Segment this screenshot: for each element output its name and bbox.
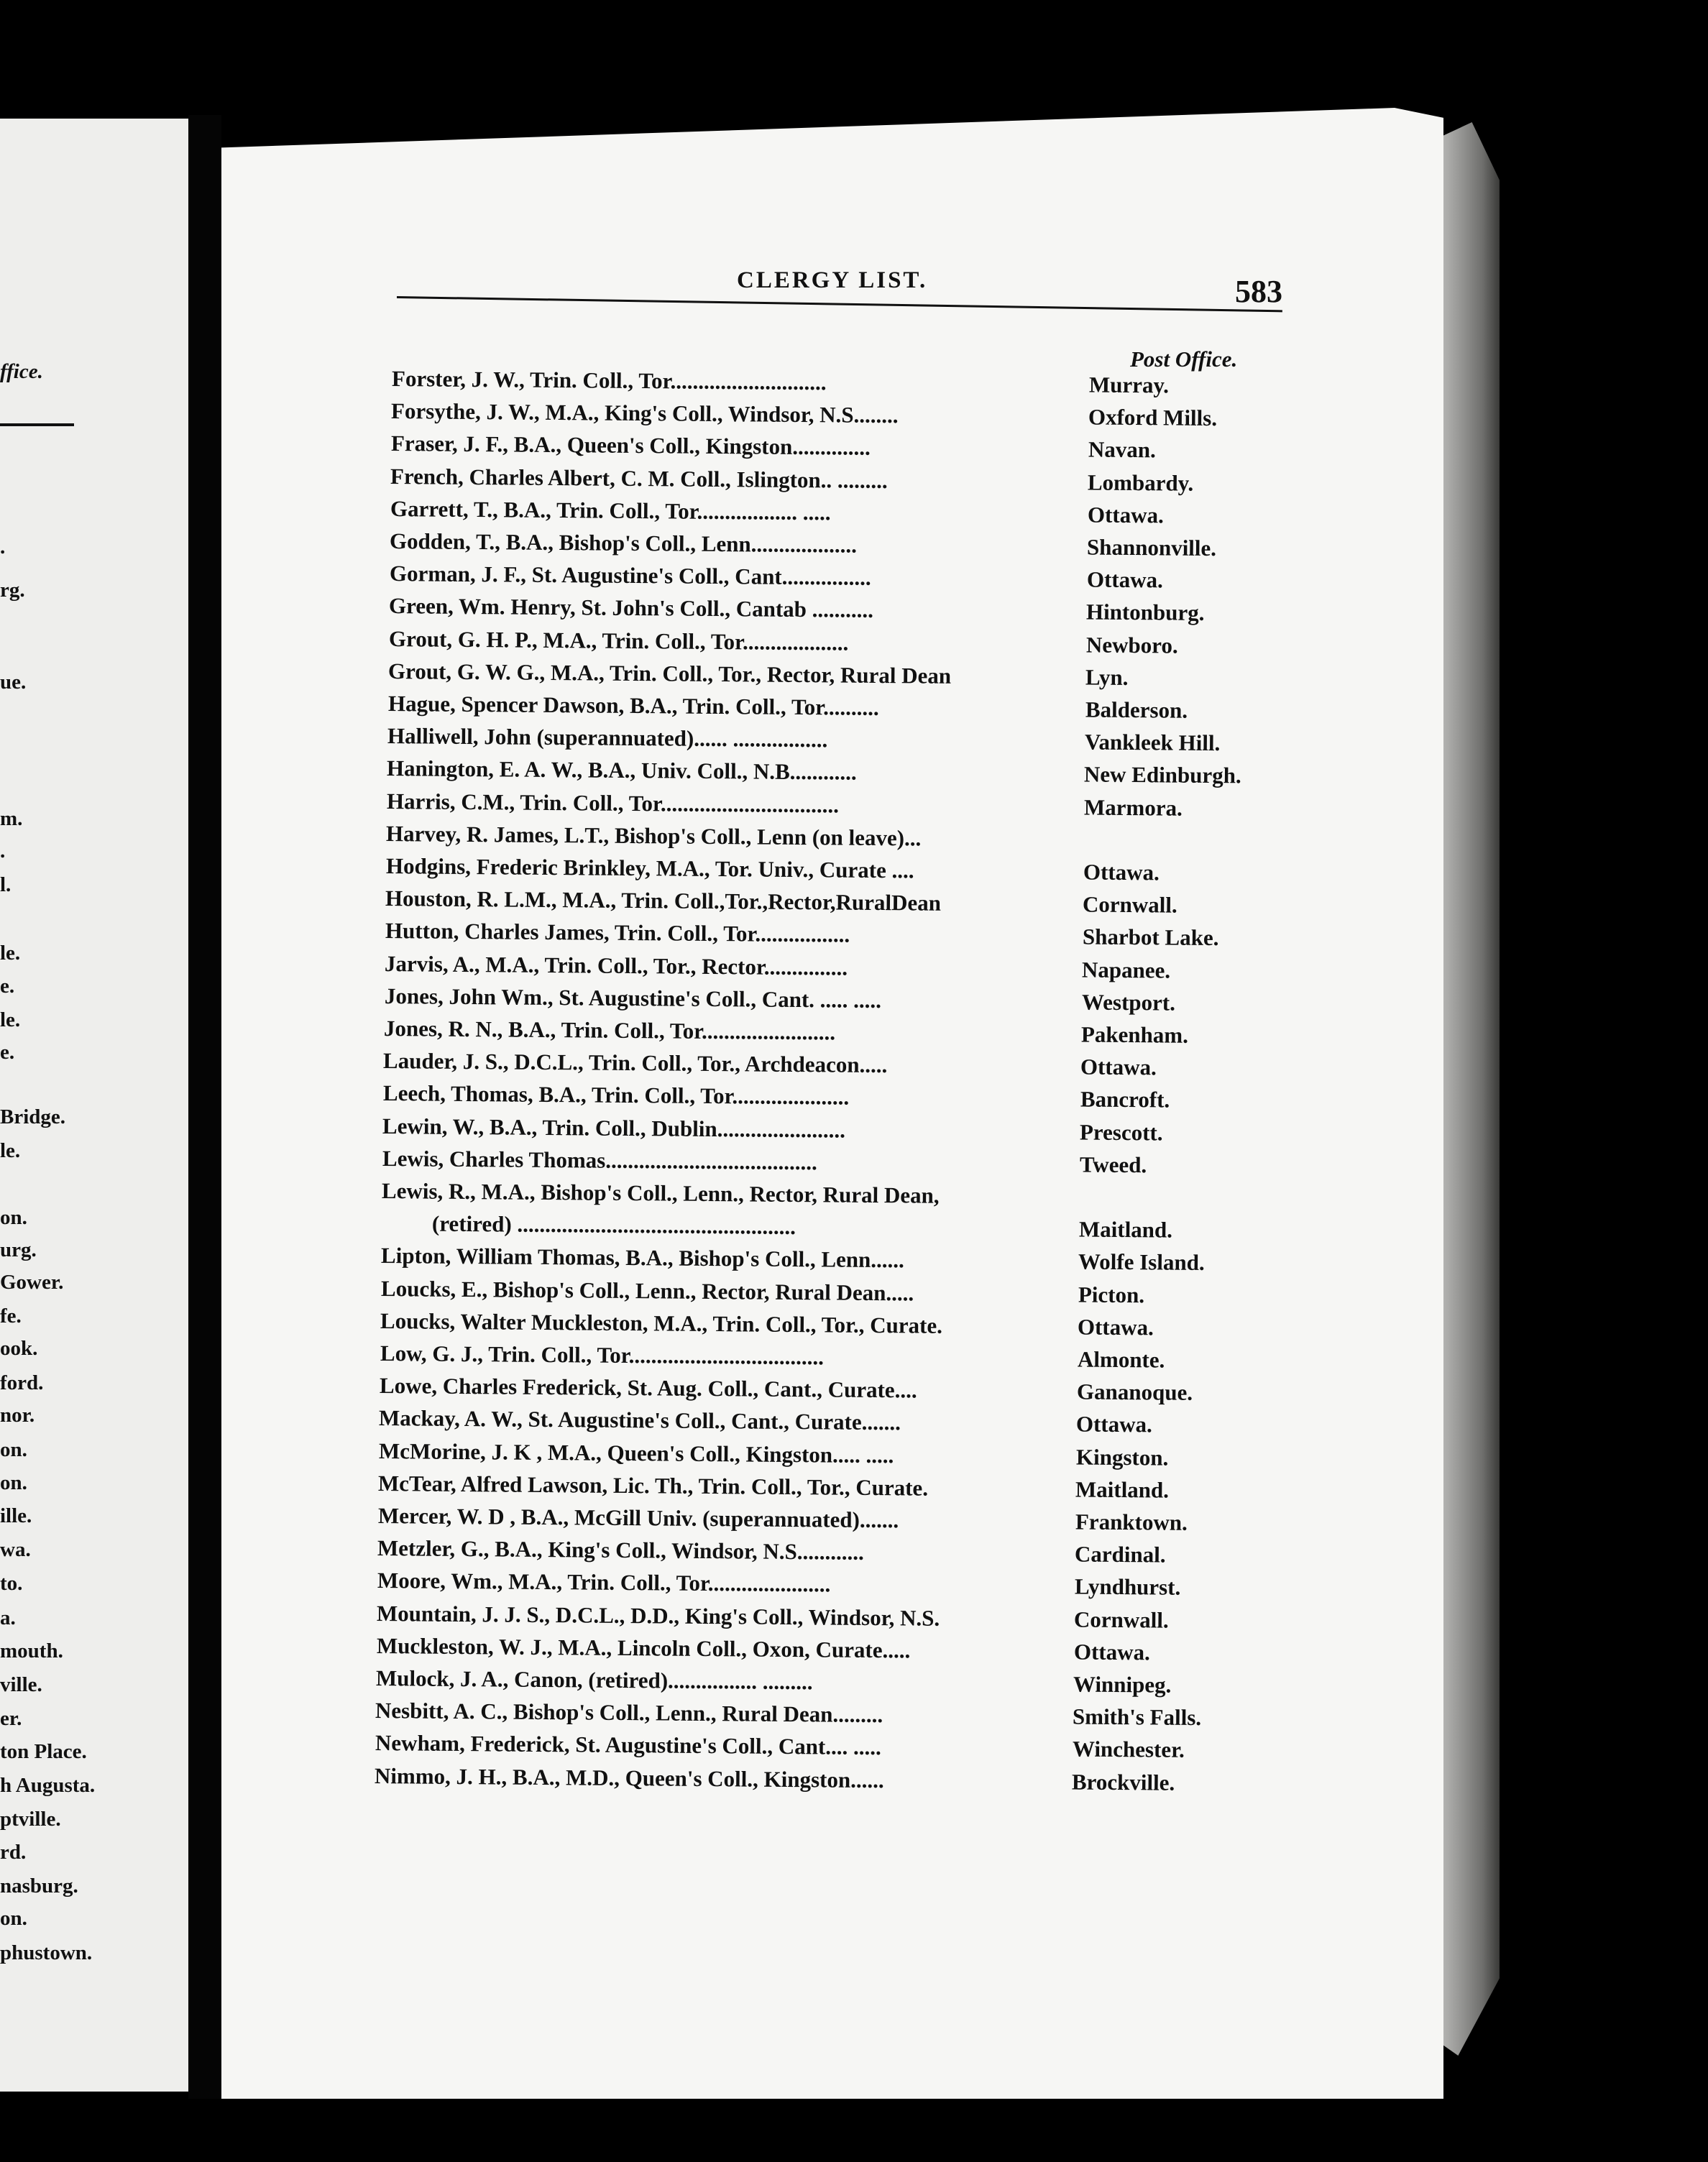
clergy-entry — [385, 949, 1269, 986]
previous-page-office-item: rg. — [0, 579, 25, 602]
previous-page-office-item: . — [0, 840, 6, 862]
clergy-name: Jones, John Wm., St. Augustine's Coll., Cant. ..... ..... — [384, 983, 881, 1013]
clergy-entry — [377, 1566, 1261, 1603]
previous-page-office-item: ton Place. — [0, 1740, 87, 1763]
clergy-name: Grout, G. H. P., M.A., Trin. Coll., Tor................... — [388, 625, 849, 656]
clergy-name: Harvey, R. James, L.T., Bishop's Coll., Lenn (on leave)... — [386, 820, 922, 851]
previous-page-office-item: nor. — [0, 1404, 35, 1427]
clergy-entry — [377, 1534, 1262, 1570]
post-office: Napanee. — [1081, 957, 1171, 983]
clergy-name: Grout, G. W. G., M.A., Trin. Coll., Tor., Rector, Rural Dean — [387, 658, 952, 689]
post-office: Almonte. — [1077, 1346, 1165, 1373]
clergy-entry — [383, 1079, 1267, 1116]
clergy-name: Garrett, T., B.A., Trin. Coll., Tor.................. ..... — [390, 495, 831, 525]
clergy-name: Jarvis, A., M.A., Trin. Coll., Tor., Rector............... — [384, 950, 848, 980]
clergy-entry — [384, 982, 1268, 1018]
clergy-entry — [384, 1014, 1268, 1051]
post-office: Maitland. — [1075, 1476, 1170, 1503]
clergy-entry — [377, 1599, 1261, 1636]
post-office: Tweed. — [1079, 1151, 1147, 1178]
clergy-entry — [389, 592, 1273, 628]
clergy-entry — [391, 429, 1275, 466]
previous-page-office-item: ford. — [0, 1371, 44, 1394]
clergy-name: Green, Wm. Henry, St. John's Coll., Cantab ........... — [388, 593, 874, 623]
post-office: Ottawa. — [1083, 859, 1160, 886]
clergy-entry — [380, 1307, 1264, 1343]
previous-page-office-item: ook. — [0, 1337, 38, 1360]
previous-page-office-item: h Augusta. — [0, 1774, 96, 1797]
clergy-name: Lewis, R., M.A., Bishop's Coll., Lenn., Rector, Rural Dean, — [382, 1178, 940, 1208]
previous-page-office-item: wa. — [0, 1538, 31, 1561]
post-office: Ottawa. — [1077, 1314, 1154, 1340]
clergy-entry — [379, 1404, 1263, 1440]
previous-page-office-item: phustown. — [0, 1941, 93, 1964]
previous-page-office-item: Bridge. — [0, 1105, 66, 1128]
clergy-entry — [388, 657, 1272, 694]
post-office: Sharbot Lake. — [1082, 924, 1219, 951]
clergy-entry — [375, 1729, 1259, 1765]
clergy-name: Mackay, A. W., St. Augustine's Coll., Cant., Curate....... — [379, 1405, 901, 1435]
clergy-name: Houston, R. L.M., M.A., Trin. Coll.,Tor.,Rector,RuralDean — [385, 886, 942, 916]
post-office: Franktown. — [1075, 1509, 1188, 1535]
clergy-name: (retired) .................................................. — [431, 1210, 796, 1240]
post-office: Hintonburg. — [1085, 599, 1205, 626]
post-office: Wolfe Island. — [1078, 1248, 1205, 1276]
clergy-name: Nesbitt, A. C., Bishop's Coll., Lenn., Rural Dean......... — [375, 1698, 883, 1728]
clergy-entry — [385, 884, 1269, 921]
clergy-name: Nimmo, J. H., B.A., M.D., Queen's Coll., Kingston...... — [375, 1762, 885, 1793]
post-office: Ottawa. — [1076, 1411, 1153, 1438]
clergy-name: Mercer, W. D , B.A., McGill Univ. (superannuated)....... — [377, 1503, 899, 1533]
post-office: Brockville. — [1072, 1769, 1175, 1795]
post-office: Oxford Mills. — [1088, 404, 1218, 431]
clergy-name: Low, G. J., Trin. Coll., Tor................................... — [380, 1340, 824, 1370]
post-office: Murray. — [1088, 372, 1170, 398]
post-office: Winnipeg. — [1073, 1671, 1172, 1698]
post-office: Lombardy. — [1088, 469, 1194, 496]
clergy-entry — [387, 787, 1271, 824]
post-office: Smith's Falls. — [1073, 1703, 1202, 1731]
post-office-column-head: Post Office. — [1130, 346, 1238, 372]
previous-page-office-item: m. — [0, 807, 23, 830]
previous-page-office-item: ptville. — [0, 1808, 61, 1831]
previous-page-office-item: le. — [0, 942, 21, 965]
previous-page-office-item: to. — [0, 1572, 23, 1595]
clergy-name: Fraser, J. F., B.A., Queen's Coll., Kingston.............. — [390, 431, 871, 461]
post-office: Picton. — [1078, 1282, 1144, 1307]
post-office: Winchester. — [1072, 1736, 1185, 1763]
previous-page-office-item: l. — [0, 873, 12, 896]
previous-page-office-item: le. — [0, 1008, 21, 1031]
previous-page-office-item: on. — [0, 1907, 27, 1930]
clergy-name: Harris, C.M., Trin. Coll., Tor................................ — [386, 788, 839, 818]
page-number: 583 — [1235, 274, 1282, 309]
clergy-name: Godden, T., B.A., Bishop's Coll., Lenn................... — [390, 528, 858, 558]
clergy-entry — [378, 1469, 1262, 1506]
previous-page-office-item: ville. — [0, 1673, 42, 1696]
clergy-name: Gorman, J. F., St. Augustine's Coll., Cant................ — [389, 561, 871, 591]
post-office: Newboro. — [1085, 632, 1178, 658]
previous-page-office-item: e. — [0, 975, 15, 998]
clergy-entry — [387, 722, 1272, 758]
clergy-name: Lewis, Charles Thomas...................................... — [382, 1145, 817, 1175]
post-office: Shannonville. — [1087, 534, 1217, 561]
previous-page-office-item: on. — [0, 1471, 27, 1494]
clergy-entry — [390, 527, 1274, 564]
clergy-entry — [390, 462, 1275, 499]
post-office: Cornwall. — [1073, 1606, 1169, 1633]
post-office: Kingston. — [1075, 1444, 1169, 1471]
clergy-entry — [382, 1177, 1266, 1213]
previous-page-office-item: Gower. — [0, 1271, 64, 1294]
clergy-entry — [382, 1144, 1267, 1181]
clergy-entry — [386, 852, 1270, 888]
clergy-entry — [381, 1241, 1265, 1278]
clergy-name: Loucks, Walter Muckleston, M.A., Trin. Coll., Tor., Curate. — [380, 1307, 943, 1338]
clergy-name: Forsythe, J. W., M.A., King's Coll., Windsor, N.S........ — [391, 398, 899, 428]
post-office: Prescott. — [1080, 1119, 1164, 1146]
clergy-name: Mulock, J. A., Canon, (retired)................ ......... — [375, 1665, 813, 1695]
clergy-entry — [380, 1339, 1264, 1376]
post-office: Cardinal. — [1075, 1541, 1166, 1568]
clergy-entry — [383, 1046, 1267, 1083]
clergy-entry — [382, 1112, 1267, 1149]
post-office: Marmora. — [1083, 794, 1183, 821]
clergy-name: Muckleston, W. J., M.A., Lincoln Coll., Oxon, Curate..... — [376, 1632, 911, 1663]
clergy-entry — [380, 1371, 1264, 1408]
clergy-name: Leech, Thomas, B.A., Trin. Coll., Tor..................... — [382, 1080, 850, 1110]
clergy-name: Forster, J. W., Trin. Coll., Tor............................ — [391, 366, 827, 395]
clergy-name: Lowe, Charles Frederick, St. Aug. Coll., Cant., Curate.... — [379, 1373, 917, 1403]
previous-page-office-item: er. — [0, 1707, 22, 1730]
previous-page-office-item: urg. — [0, 1238, 37, 1261]
post-office: Balderson. — [1085, 696, 1188, 723]
post-office: Ottawa. — [1087, 502, 1164, 528]
post-office: Navan. — [1088, 436, 1156, 463]
previous-page-office-item: ille. — [0, 1504, 32, 1527]
clergy-entry — [380, 1274, 1264, 1311]
clergy-name: Hodgins, Frederic Brinkley, M.A., Tor. Univ., Curate .... — [385, 853, 914, 883]
post-office: Cornwall. — [1083, 891, 1178, 918]
previous-page-office-item: . — [0, 535, 6, 558]
clergy-entry — [382, 1209, 1266, 1246]
previous-page-office-item: rd. — [0, 1841, 27, 1864]
previous-page-office-item: a. — [0, 1606, 16, 1629]
post-office: New Edinburgh. — [1084, 761, 1242, 788]
clergy-name: Lipton, William Thomas, B.A., Bishop's Coll., Lenn...... — [380, 1243, 905, 1273]
clergy-name: Hague, Spencer Dawson, B.A., Trin. Coll., Tor.......... — [387, 691, 879, 720]
clergy-name: Halliwell, John (superannuated)...... ................. — [387, 723, 828, 753]
post-office: Westport. — [1081, 989, 1175, 1016]
post-office: Pakenham. — [1080, 1021, 1189, 1048]
clergy-entry — [391, 397, 1275, 433]
previous-page-office-item: on. — [0, 1206, 27, 1229]
previous-page-office-item: e. — [0, 1041, 15, 1064]
clergy-name: Hutton, Charles James, Trin. Coll., Tor................. — [385, 918, 850, 948]
clergy-entry — [375, 1762, 1259, 1798]
post-office: Lyn. — [1085, 664, 1129, 690]
post-office: Maitland. — [1078, 1216, 1172, 1243]
previous-page-office-item: fe. — [0, 1305, 22, 1328]
clergy-entry — [392, 364, 1276, 401]
clergy-name: Hanington, E. A. W., B.A., Univ. Coll., N.B............ — [387, 755, 858, 786]
previous-page-office-item: le. — [0, 1139, 21, 1162]
post-office: Lyndhurst. — [1074, 1573, 1181, 1601]
previous-page-office-item: on. — [0, 1438, 27, 1461]
clergy-entry — [378, 1501, 1262, 1538]
post-office: Ottawa. — [1073, 1639, 1150, 1665]
clergy-entry — [390, 494, 1275, 531]
post-office: Bancroft. — [1080, 1086, 1170, 1113]
clergy-entry — [387, 689, 1272, 726]
previous-page-office-item: ue. — [0, 671, 27, 694]
clergy-name: Lauder, J. S., D.C.L., Trin. Coll., Tor., Archdeacon..... — [383, 1048, 888, 1078]
clergy-entry — [386, 819, 1270, 856]
clergy-name: McMorine, J. K , M.A., Queen's Coll., Kingston..... ..... — [378, 1438, 894, 1468]
clergy-entry — [390, 559, 1274, 596]
page-title: CLERGY LIST. — [737, 267, 928, 293]
post-office: Ottawa. — [1086, 566, 1163, 593]
clergy-name: Mountain, J. J. S., D.C.L., D.D., King's Coll., Windsor, N.S. — [376, 1600, 940, 1631]
clergy-entry — [379, 1437, 1263, 1473]
clergy-name: Moore, Wm., M.A., Trin. Coll., Tor...................... — [377, 1568, 831, 1597]
clergy-entry — [387, 754, 1271, 791]
clergy-name: Metzler, G., B.A., King's Coll., Windsor, N.S............ — [377, 1535, 865, 1565]
post-office: Vankleek Hill. — [1084, 729, 1221, 756]
clergy-name: Lewin, W., B.A., Trin. Coll., Dublin....................... — [382, 1113, 846, 1143]
previous-page-column-head: ffice. — [0, 360, 43, 383]
clergy-name: French, Charles Albert, C. M. Coll., Islington.. ......... — [390, 463, 889, 493]
previous-page-office-item: nasburg. — [0, 1874, 78, 1898]
clergy-entry — [375, 1696, 1259, 1733]
clergy-name: Jones, R. N., B.A., Trin. Coll., Tor........................ — [383, 1016, 836, 1045]
previous-page-office-item: mouth. — [0, 1639, 63, 1662]
clergy-entry — [376, 1632, 1260, 1668]
clergy-name: Loucks, E., Bishop's Coll., Lenn., Rector, Rural Dean..... — [380, 1275, 914, 1306]
post-office: Ottawa. — [1080, 1054, 1157, 1080]
clergy-entry — [376, 1664, 1260, 1701]
clergy-name: McTear, Alfred Lawson, Lic. Th., Trin. Coll., Tor., Curate. — [378, 1470, 929, 1501]
clergy-name: Newham, Frederick, St. Augustine's Coll., Cant.... ..... — [375, 1730, 881, 1760]
post-office: Gananoque. — [1076, 1379, 1193, 1406]
clergy-entry — [388, 625, 1272, 661]
clergy-entry — [385, 916, 1269, 953]
